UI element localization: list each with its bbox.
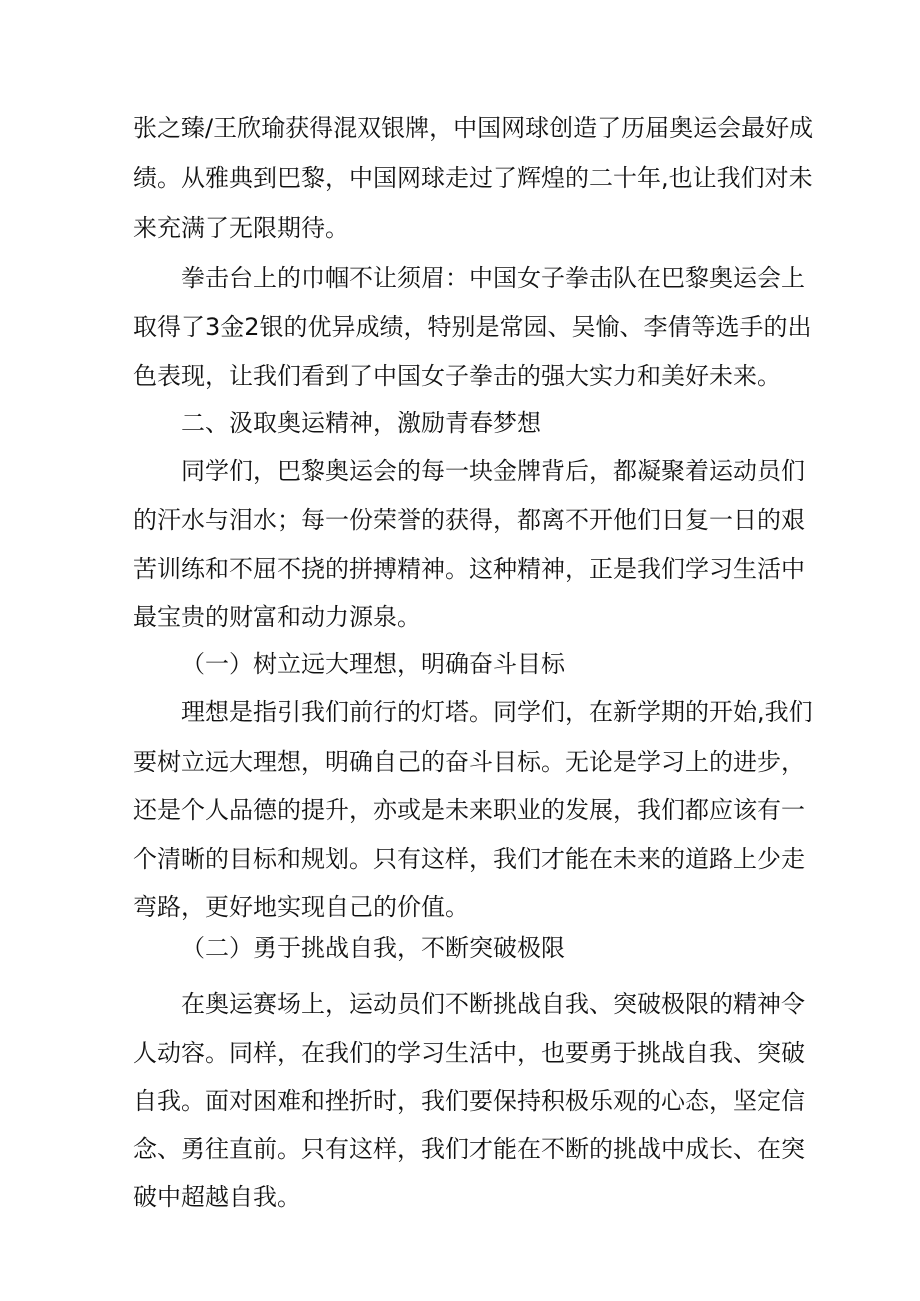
paragraph-1-line-1: 张之臻/王欣瑜获得混双银牌，中国网球创造了历届奥运会最好成 — [133, 114, 814, 142]
paragraph-5-line-5: 破中超越自我。 — [133, 1183, 301, 1211]
paragraph-5-line-1: 在奥运赛场上，运动员们不断挑战自我、突破极限的精神令 — [181, 990, 805, 1018]
paragraph-5-line-4: 念、勇往直前。只有这样，我们才能在不断的挑战中成长、在突 — [133, 1135, 805, 1163]
paragraph-3-line-4: 最宝贵的财富和动力源泉。 — [133, 603, 421, 631]
paragraph-2-line-1: 拳击台上的巾帼不让须眉：中国女子拳击队在巴黎奥运会上 — [181, 264, 805, 292]
paragraph-5-line-3: 自我。面对困难和挫折时，我们要保持积极乐观的心态，坚定信 — [133, 1087, 805, 1115]
paragraph-3-line-1: 同学们，巴黎奥运会的每一块金牌背后，都凝聚着运动员们 — [181, 457, 805, 485]
paragraph-3-line-3: 苦训练和不屈不挠的拼搏精神。这种精神，正是我们学习生活中 — [133, 555, 805, 583]
paragraph-4-line-1: 理想是指引我们前行的灯塔。同学们，在新学期的开始,我们 — [181, 698, 813, 726]
paragraph-5-line-2: 人动容。同样，在我们的学习生活中，也要勇于挑战自我、突破 — [133, 1039, 805, 1067]
section-heading-2: 二、汲取奥运精神，激励青春梦想 — [181, 409, 541, 437]
paragraph-2-line-3: 色表现，让我们看到了中国女子拳击的强大实力和美好未来。 — [133, 362, 781, 390]
paragraph-3-line-2: 的汗水与泪水；每一份荣誉的获得，都离不开他们日复一日的艰 — [133, 506, 805, 534]
paragraph-4-line-3: 还是个人品德的提升，亦或是未来职业的发展，我们都应该有一 — [133, 796, 805, 824]
paragraph-4-line-4: 个清晰的目标和规划。只有这样，我们才能在未来的道路上少走 — [133, 845, 805, 873]
paragraph-1-line-2: 绩。从雅典到巴黎，中国网球走过了辉煌的二十年,也让我们对未 — [133, 164, 813, 192]
paragraph-4-line-2: 要树立远大理想，明确自己的奋斗目标。无论是学习上的进步， — [133, 748, 805, 776]
paragraph-2-line-2: 取得了3金2银的优异成绩，特别是常园、吴愉、李倩等选手的出 — [133, 313, 812, 341]
paragraph-1-line-3: 来充满了无限期待。 — [133, 214, 349, 242]
subheading-1: （一）树立远大理想，明确奋斗目标 — [181, 650, 565, 678]
subheading-2: （二）勇于挑战自我，不断突破极限 — [181, 934, 565, 962]
paragraph-4-line-5: 弯路，更好地实现自己的价值。 — [133, 893, 469, 921]
